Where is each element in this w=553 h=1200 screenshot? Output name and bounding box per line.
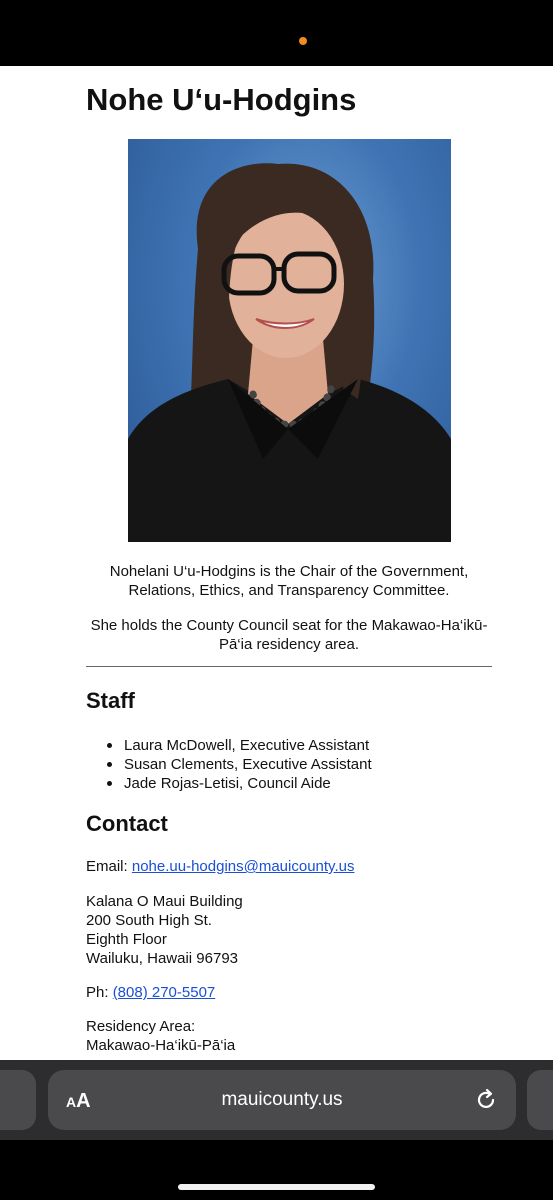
portrait-photo bbox=[128, 139, 451, 542]
section-divider bbox=[86, 666, 492, 667]
staff-heading: Staff bbox=[86, 688, 135, 713]
staff-list-item: Laura McDowell, Executive Assistant bbox=[106, 736, 372, 755]
staff-list-item: Jade Rojas-Letisi, Council Aide bbox=[106, 774, 372, 793]
camera-indicator-dot bbox=[299, 37, 307, 45]
text-size-button[interactable]: AA bbox=[66, 1090, 91, 1112]
address-bar[interactable] bbox=[48, 1070, 516, 1130]
phone-label: Ph: bbox=[86, 984, 109, 1001]
email-line bbox=[86, 857, 354, 876]
browser-toolbar bbox=[0, 1060, 553, 1140]
address-line-street: 200 South High St. bbox=[86, 912, 212, 929]
status-bar bbox=[0, 0, 553, 66]
residency-value: Makawao-Ha‘ikū-Pā‘ia bbox=[86, 1037, 236, 1054]
address-line-city: Wailuku, Hawaii 96793 bbox=[86, 950, 239, 967]
contact-heading: Contact bbox=[86, 811, 168, 836]
bio-paragraph-committee: Nohelani U‘u-Hodgins is the Chair of the Government, Relations, Ethics, and Transparency Committee. bbox=[109, 563, 469, 599]
phone-line bbox=[86, 983, 215, 1002]
email-link[interactable]: nohe.uu-hodgins@mauicounty.us bbox=[131, 858, 355, 875]
staff-list-item: Susan Clements, Executive Assistant bbox=[106, 755, 372, 774]
web-page-content[interactable] bbox=[0, 66, 553, 1060]
address-line-floor: Eighth Floor bbox=[86, 931, 167, 948]
home-indicator[interactable] bbox=[178, 1184, 375, 1190]
email-label: Email: bbox=[86, 858, 128, 875]
phone-link[interactable]: (808) 270-5507 bbox=[112, 984, 216, 1001]
bio-paragraph-residency: She holds the County Council seat for the Makawao-Ha‘ikū-Pā‘ia residency area. bbox=[90, 617, 488, 653]
next-tab-button[interactable] bbox=[527, 1070, 553, 1130]
residency-label: Residency Area: bbox=[86, 1018, 196, 1035]
url-text[interactable]: mauicounty.us bbox=[221, 1089, 343, 1110]
bottom-safe-area bbox=[0, 1140, 553, 1200]
staff-list bbox=[106, 736, 372, 793]
reload-icon[interactable] bbox=[474, 1088, 498, 1112]
address-line-building: Kalana O Maui Building bbox=[86, 893, 243, 910]
previous-tab-button[interactable] bbox=[0, 1070, 36, 1130]
page-title: Nohe U‘u-Hodgins bbox=[86, 82, 357, 117]
